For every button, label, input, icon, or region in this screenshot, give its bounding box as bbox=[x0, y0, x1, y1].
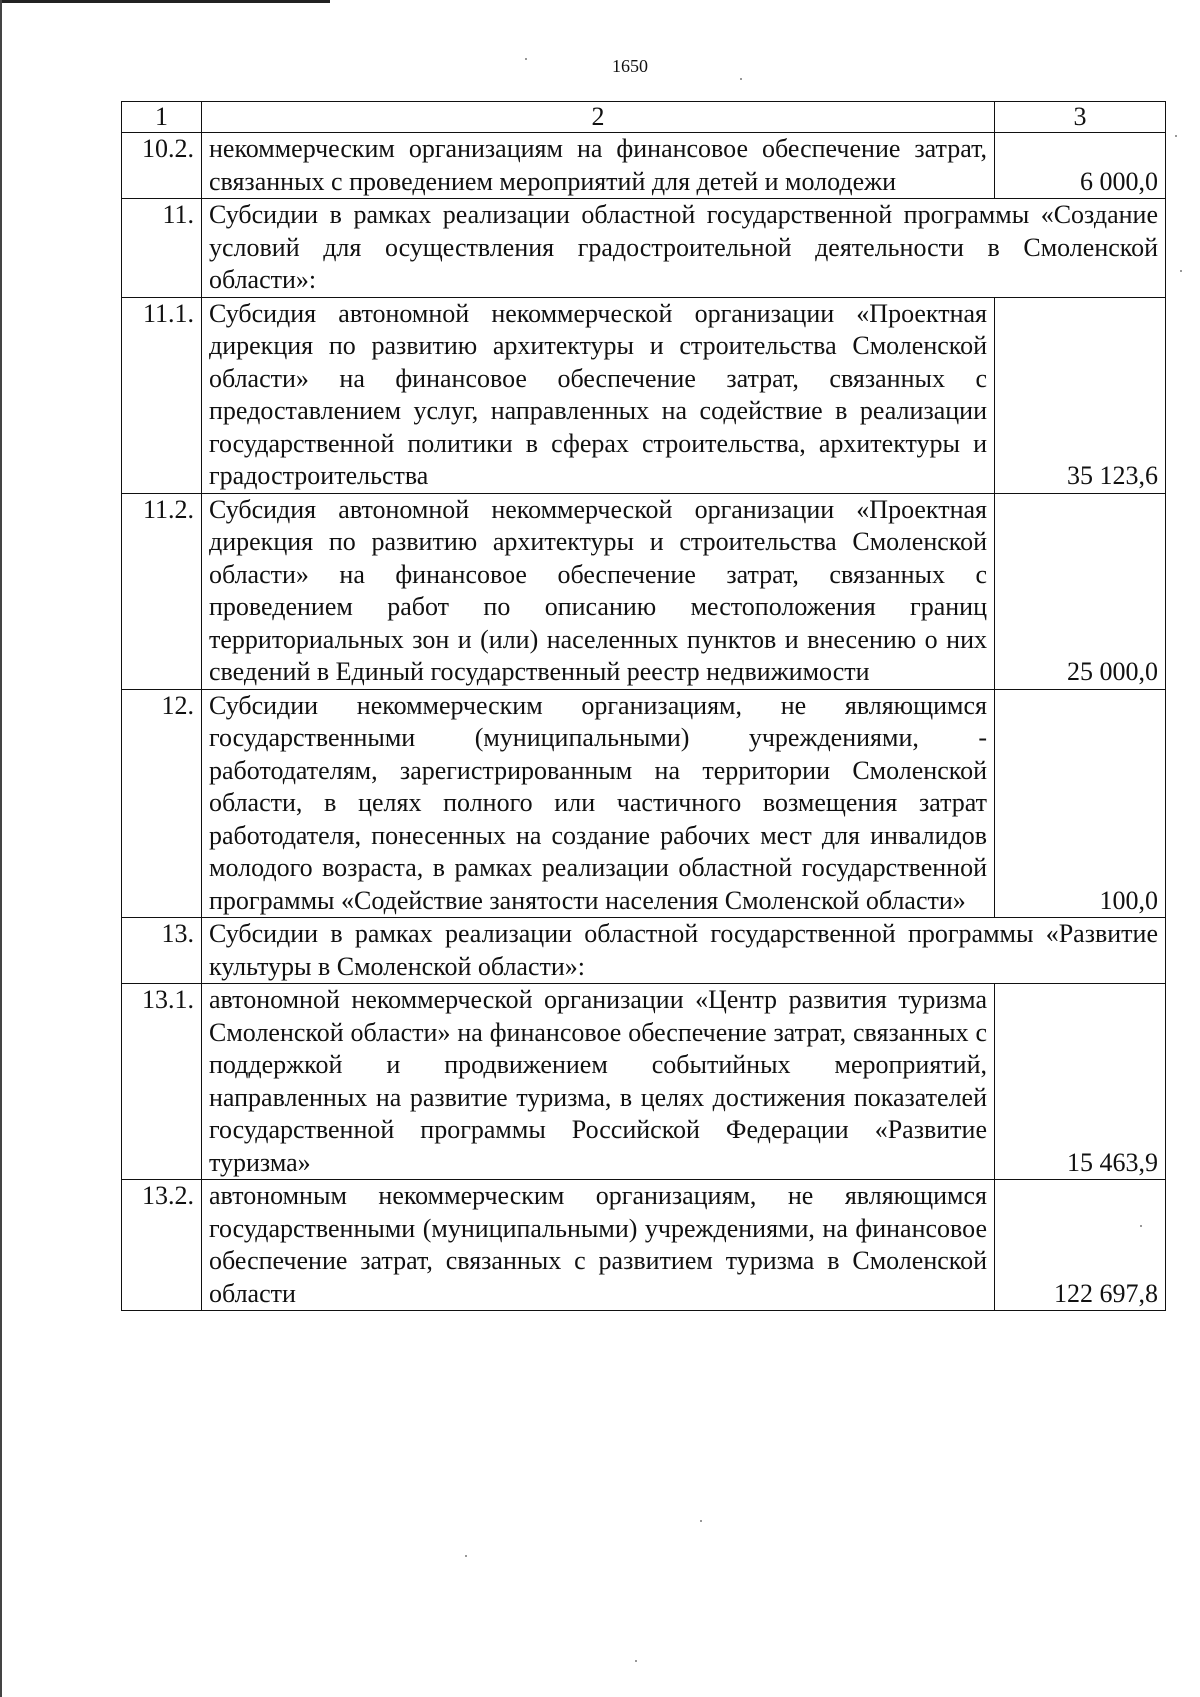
row-number: 11.2. bbox=[122, 493, 202, 689]
header-col-1: 1 bbox=[122, 102, 202, 133]
scan-speck bbox=[1140, 1225, 1142, 1227]
row-amount: 122 697,8 bbox=[995, 1180, 1166, 1311]
row-number: 11.1. bbox=[122, 297, 202, 493]
row-number: 10.2. bbox=[122, 133, 202, 199]
row-number: 12. bbox=[122, 689, 202, 918]
scan-speck bbox=[740, 78, 742, 80]
table-row bbox=[122, 918, 1166, 984]
scan-speck bbox=[465, 1555, 467, 1557]
scan-speck bbox=[1180, 270, 1182, 272]
row-amount: 6 000,0 bbox=[995, 133, 1166, 199]
row-number: 11. bbox=[122, 199, 202, 298]
header-col-2: 2 bbox=[202, 102, 995, 133]
row-text: Субсидии некоммерческим организациям, не являющимся государственными (муниципальными) учреждениями, - работодателям, зарегистрированным на территории Смоленской области, в целях полного или частичного возмещения затрат работодателя, понесенных на создание рабочих мест для инвалидов молодого возраста, в рамках реализации областной государственной программы «Содействие занятости населения Смоленской области» bbox=[202, 689, 995, 918]
row-number: 13.2. bbox=[122, 1180, 202, 1311]
row-amount: 35 123,6 bbox=[995, 297, 1166, 493]
row-number: 13.1. bbox=[122, 984, 202, 1180]
row-amount: 25 000,0 bbox=[995, 493, 1166, 689]
row-text: Субсидия автономной некоммерческой организации «Проектная дирекция по развитию архитектуры и строительства Смоленской области» на финансовое обеспечение затрат, связанных с предоставлением услуг, направленных на содействие в реализации государственной политики в сферах строительства, архитектуры и градостроительства bbox=[202, 297, 995, 493]
row-amount: 100,0 bbox=[995, 689, 1166, 918]
header-col-3: 3 bbox=[995, 102, 1166, 133]
scan-artifact-edge bbox=[0, 0, 2, 1697]
scan-speck bbox=[525, 58, 527, 60]
table-row bbox=[122, 984, 1166, 1180]
row-text: автономным некоммерческим организациям, не являющимся государственными (муниципальными) учреждениями, на финансовое обеспечение затрат, связанных с развитием туризма в Смоленской области bbox=[202, 1180, 995, 1311]
scan-speck bbox=[635, 1660, 637, 1662]
row-text: автономной некоммерческой организации «Центр развития туризма Смоленской области» на финансовое обеспечение затрат, связанных с поддержкой и продвижением событийных мероприятий, направленных на развитие туризма, в целях достижения показателей государственной программы Российской Федерации «Развитие туризма» bbox=[202, 984, 995, 1180]
table-row bbox=[122, 1180, 1166, 1311]
row-text: Субсидия автономной некоммерческой организации «Проектная дирекция по развитию архитектуры и строительства Смоленской области» на финансовое обеспечение затрат, связанных с проведением работ по описанию местоположения границ территориальных зон и (или) населенных пунктов и внесению о них сведений в Единый государственный реестр недвижимости bbox=[202, 493, 995, 689]
budget-table bbox=[121, 101, 1166, 1311]
row-text: Субсидии в рамках реализации областной государственной программы «Создание условий для осуществления градостроительной деятельности в Смоленской области»: bbox=[202, 199, 1166, 298]
page-number: 1650 bbox=[612, 56, 648, 76]
table-header-row bbox=[122, 102, 1166, 133]
row-amount: 15 463,9 bbox=[995, 984, 1166, 1180]
row-text: некоммерческим организациям на финансовое обеспечение затрат, связанных с проведением мероприятий для детей и молодежи bbox=[202, 133, 995, 199]
table-row bbox=[122, 493, 1166, 689]
table-row bbox=[122, 133, 1166, 199]
row-number: 13. bbox=[122, 918, 202, 984]
scan-speck bbox=[1175, 135, 1177, 137]
scan-speck bbox=[700, 1520, 702, 1522]
table-row bbox=[122, 199, 1166, 298]
table-row bbox=[122, 689, 1166, 918]
row-text: Субсидии в рамках реализации областной государственной программы «Развитие культуры в Смоленской области»: bbox=[202, 918, 1166, 984]
scan-artifact-line bbox=[0, 0, 330, 3]
table-row bbox=[122, 297, 1166, 493]
